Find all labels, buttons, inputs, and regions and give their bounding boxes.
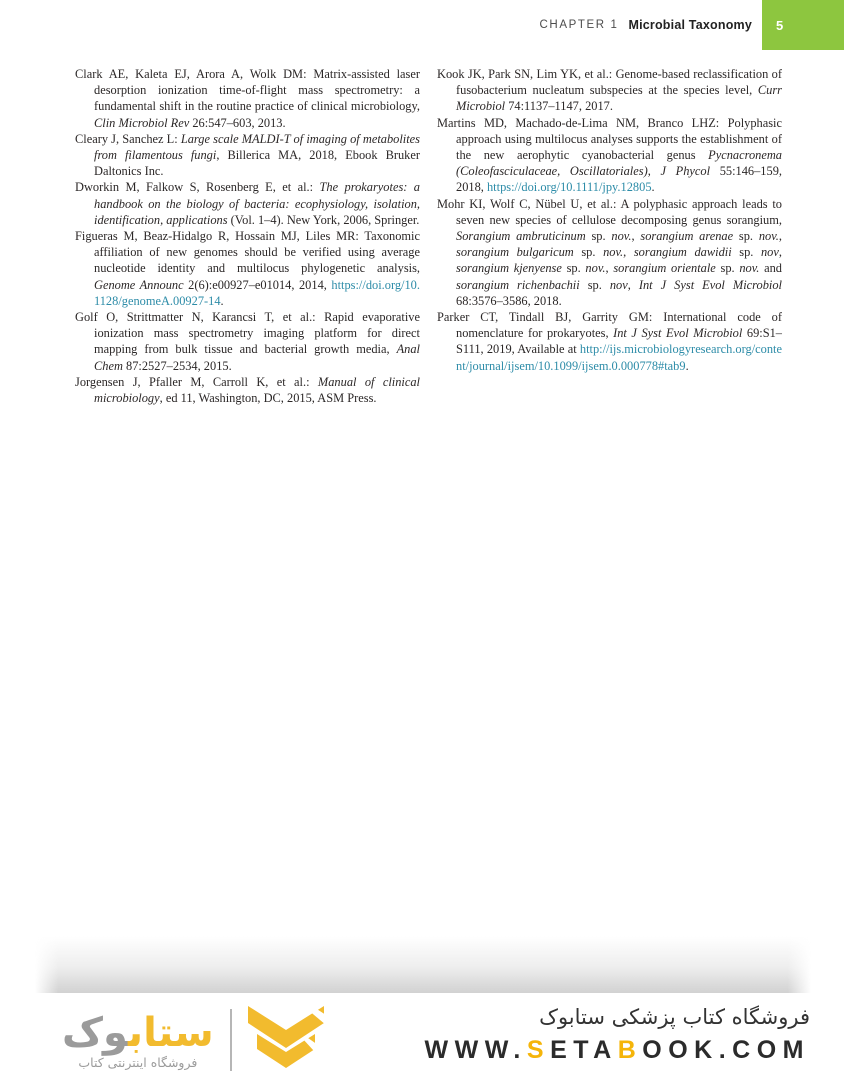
reference-text: Martins MD, Machado-de-Lima NM, Branco LHZ: Polyphasic approach using multilocus analyses supports the establishment of the new aerophytic cyanobacterial genus [437,115,782,163]
reference-text: , [605,261,614,276]
reference-text: , [647,164,661,179]
reference-text: and [759,261,783,276]
reference-text: Anal Chem [94,342,420,373]
reference-text: Large scale MALDI-T of imaging of metabolites from filamentous fungi [94,131,420,163]
store-name: فروشگاه کتاب پزشکی ستابوک [539,1005,810,1029]
reference-text: J Phycol [660,164,711,179]
reference-text: , [623,245,634,260]
reference-entry [437,66,782,115]
reference-text: sp. [573,245,604,260]
reference-entry [437,309,782,374]
reference-text: sp. [733,229,759,244]
page-header [0,0,844,50]
reference-entry [75,66,420,131]
logo-divider [230,1009,232,1071]
reference-text: sp. [731,245,761,260]
reference-text: Curr Microbiol [456,83,782,114]
reference-text: 87:2527–2534, 2015. [122,358,232,373]
reference-text: 74:1137–1147, 2017. [505,99,613,114]
setabook-wordmark [62,1011,214,1070]
reference-text: Clin Microbiol Rev [94,115,190,130]
site-url-segment: WWW. [424,1036,527,1064]
reference-text: Genome Announc [94,277,184,292]
reference-text: sorangium arenae [640,229,734,244]
reference-text: sp. [715,261,740,276]
reference-entry [75,179,420,228]
reference-text: nov. [758,229,779,244]
reference-text: sp. [579,277,610,292]
reference-text: Dworkin M, Falkow S, Rosenberg E, et al.: [75,180,320,195]
references-section [75,66,782,406]
reference-entry [75,228,420,309]
reference-text: . [220,293,224,308]
page-bottom-shadow [35,936,811,993]
reference-entry [437,115,782,196]
page-number-badge [762,0,844,50]
reference-text: Manual of clinical microbiology [94,374,420,406]
chapter-label: CHAPTER 1 [539,19,619,31]
reference-text: Clark AE, Kaleta EJ, Arora A, Wolk DM: Matrix-assisted laser desorption ionization time-of-flight mass spectrometry: a fundamental shift in the routine practice of clinical microbiology, [75,67,420,114]
reference-text: . [651,180,655,195]
reference-text: sp. [561,261,586,276]
reference-text: , [631,229,641,244]
reference-text: sorangium richenbachii [456,277,580,292]
reference-text: nov. [739,261,760,276]
footer-watermark [0,1000,844,1080]
reference-text: Cleary J, Sanchez L: [75,131,181,146]
reference-text: sp. [585,229,612,244]
reference-text: sorangium dawidii [633,245,732,260]
reference-text: sorangium bulgaricum [456,245,574,260]
reference-entry [437,196,782,309]
reference-text: Int J Syst Evol Microbiol [638,277,782,292]
footer-right-block [425,1002,810,1065]
reference-text: nov. [611,229,632,244]
reference-text: , [627,277,639,292]
reference-text: 2(6):e00927–e01014, 2014, [183,277,332,292]
reference-text: , Billerica MA, 2018, Ebook Bruker Daltonics Inc. [94,148,420,179]
site-url-segment: OOK.COM [642,1036,810,1064]
setabook-chevron-emblem-icon [246,1004,326,1076]
reference-text: nov. [585,261,606,276]
chapter-title: Microbial Taxonomy [628,18,752,32]
reference-text: sorangium orientale [613,261,716,276]
logo-tagline: فروشگاه اینترنتی کتاب [78,1054,198,1070]
reference-text: nov [609,277,628,292]
reference-doi-link[interactable]: http://ijs.microbiologyresearch.org/content/journal/ijsem/10.1099/ijsem.0.000778#tab9 [456,342,782,373]
reference-text: 26:547–603, 2013. [189,115,286,130]
reference-entry [75,309,420,374]
page-number: 5 [776,17,784,33]
reference-text: Parker CT, Tindall BJ, Garrity GM: International code of nomenclature for prokaryotes, [437,310,782,341]
reference-text: 55:146–159, 2018, [456,164,782,195]
site-url-segment: ETA [550,1036,618,1064]
references-column-left [75,66,420,406]
reference-text: , [778,229,783,244]
reference-text: nov. [603,245,624,260]
reference-entry [75,374,420,406]
reference-text: nov [760,245,779,260]
reference-text: Figueras M, Beaz-Hidalgo R, Hossain MJ, Liles MR: Taxonomic affiliation of new genomes should be verified using average nucleotide identity and multilocus phylogenetic analysis, [75,229,420,276]
wordmark-yellow-part: ستاب‍ [128,1009,214,1056]
wordmark-gray-part: ‍وک [62,1009,129,1056]
reference-text: 69:S1–S111, 2019, Available at [456,326,782,357]
reference-text: Pycnacronema (Coleofasciculaceae, Oscillatoriales) [456,148,782,179]
site-url-segment: S [526,1036,551,1064]
reference-doi-link[interactable]: https://doi.org/10.1111/jpy.12805 [486,180,652,195]
reference-doi-link[interactable]: https://doi.org/10.1128/genomeA.00927-14 [94,277,420,308]
site-url[interactable] [425,1036,810,1065]
reference-text: Golf O, Strittmatter N, Karancsi T, et al.: Rapid evaporative ionization mass spectrometry imaging platform for direct mapping from bulk tissue and bacterial growth media, [75,310,420,357]
reference-text: Kook JK, Park SN, Lim YK, et al.: Genome-based reclassification of fusobacterium nucleatum subspecies at the species level, [437,67,782,98]
reference-text: Jorgensen J, Pfaller M, Carroll K, et al.: [75,374,318,389]
setabook-logo [62,1004,326,1076]
reference-text: The prokaryotes: a handbook on the biology of bacteria: ecophysiology, isolation, identification, applications [94,180,420,227]
references-column-right [437,66,782,406]
reference-text: sorangium kjenyense [456,261,562,276]
reference-entry [75,131,420,180]
reference-text: Int J Syst Evol Microbiol [613,326,743,341]
reference-text: , [778,245,782,260]
site-url-segment: B [617,1036,643,1064]
reference-text: 68:3576–3586, 2018. [456,293,562,308]
reference-text: . [685,358,689,373]
reference-text: Sorangium ambruticinum [456,229,586,244]
reference-text: , ed 11, Washington, DC, 2015, ASM Press. [159,391,377,406]
reference-text: Mohr KI, Wolf C, Nübel U, et al.: A polyphasic approach leads to seven new species of cellulose decomposing genus sorangium, [437,196,782,227]
reference-text: (Vol. 1–4). New York, 2006, Springer. [227,212,420,227]
